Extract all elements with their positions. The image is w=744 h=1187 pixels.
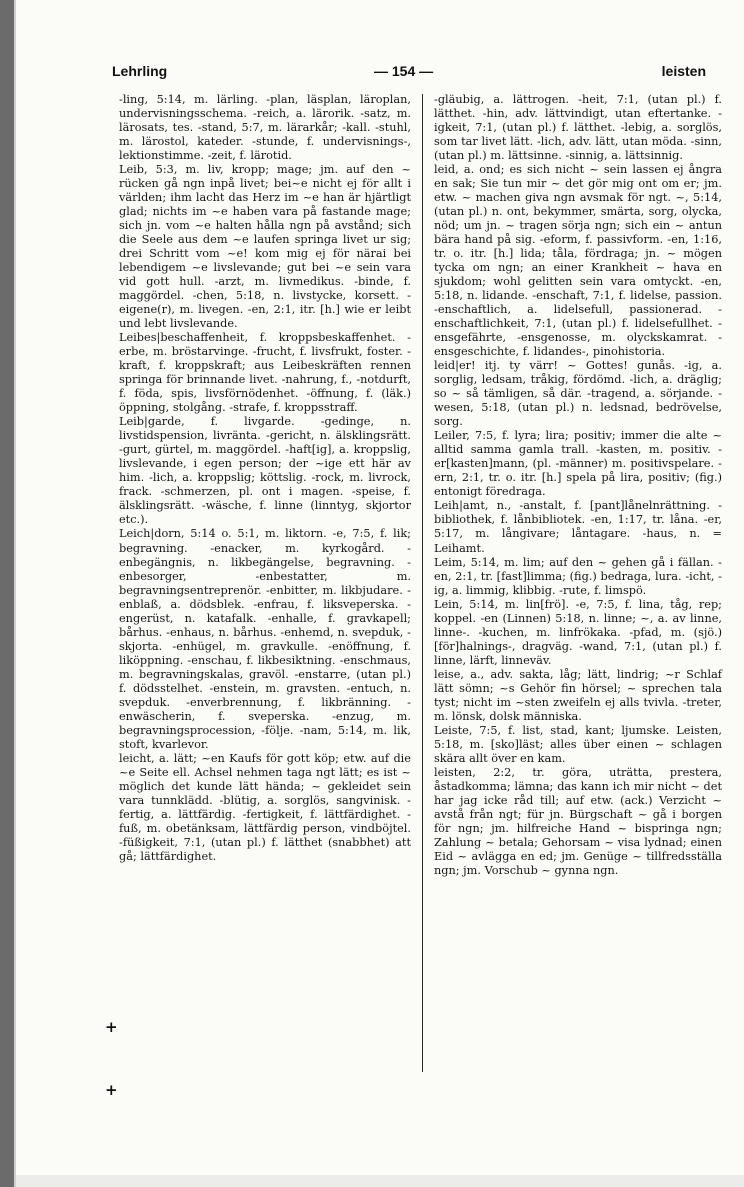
dictionary-page bbox=[14, 0, 744, 1187]
entry-paragraph: Leib, 5:3, m. liv, kropp; mage; jm. auf den ~ rücken gå ngn inpå livet; bei~e nicht ej för allt i världen; ihm lacht das Herz im ~e han är hjärtligt glad; nichts im ~e haben vara på fastande mage; sich jn. vom ~e halten hålla ngn på avstånd; sich die Seele aus dem ~e laufen springa livet ur sig; drei Schritt vom ~e! kom mig ej för närai bei lebendigem ~e livslevande; gut bei ~e sein vara vid gott hull. -arzt, m. livmedikus. -binde, f. maggördel. -chen, 5:18, n. livstycke, korsett. -eigene(r), m. livegen. -en, 2:1, itr. [h.] wie er leibt und lebt livslevande. bbox=[119, 163, 411, 331]
entry-paragraph: Leib|garde, f. livgarde. -gedinge, n. livstidspension, livränta. -gericht, n. älsklingsrätt. -gurt, gürtel, m. maggördel. -haft[ig], a. kroppslig, livslevande, i egen person; der ~ige ett här av him. -lich, a. kroppslig; köttslig. -rock, m. livrock, frack. -schmerzen, pl. ont i magen. -speise, f. älsklingsrätt. -wäsche, f. linne (linntyg, skjortor etc.). bbox=[119, 415, 411, 527]
header-last-entry: leisten bbox=[661, 63, 706, 79]
entry-paragraph: Leiste, 7:5, f. list, stad, kant; ljumske. Leisten, 5:18, m. [sko]läst; alles über einen ~ schlagen skära allt över en kam. bbox=[434, 723, 722, 765]
entry-paragraph: -gläubig, a. lättrogen. -heit, 7:1, (utan pl.) f. lätthet. -hin, adv. lättvindigt, utan eftertanke. -igkeit, 7:1, (utan pl.) f. lätthet. -lebig, a. sorglös, som tar livet lätt. -lich, adv. lätt, utan möda. -sinn, (utan pl.) m. lättsinne. -sinnig, a. lättsinnig. bbox=[434, 93, 722, 163]
entry-paragraph: leise, a., adv. sakta, låg; lätt, lindrig; ~r Schlaf lätt sömn; ~s Gehör fin hörsel; ~ sprechen tala tyst; nicht im ~sten zweifeln ej alls tvivla. -treter, m. lönsk, dolsk människa. bbox=[434, 667, 722, 723]
right-column bbox=[434, 93, 722, 878]
entry-paragraph: Leih|amt, n., -anstalt, f. [pant]lånelnrättning. -bibliothek, f. lånbibliotek. -en, 1:17, tr. låna. -er, 5:17, m. långivare; låntagare. -haus, n. = Leihamt. bbox=[434, 499, 722, 555]
margin-plus-mark: + bbox=[105, 1018, 118, 1036]
entry-paragraph: Leich|dorn, 5:14 o. 5:1, m. liktorn. -e, 7:5, f. lik; begravning. -enacker, m. kyrkogård. -enbegängnis, n. likbegängelse, begravning. -enbesorger, -enbestatter, m. begravningsentreprenör. -enbitter, m. likbjudare. -enblaß, a. dödsblek. -enfrau, f. liksveperska. -engerüst, n. katafalk. -enhalle, f. gravkapell; bårhus. -enhaus, n. bårhus. -enhemd, n. svepduk, -skjorta. -enhügel, m. gravkulle. -enöffnung, f. liköppning. -enschau, f. likbesiktning. -enschmaus, m. begravningskalas, gravöl. -enstarre, (utan pl.) f. dödsstelhet. -enstein, m. gravsten. -entuch, n. svepduk. -enverbrennung, f. likbränning. -enwäscherin, f. sveperska. -enzug, m. begravningsprocession, -följe. -nam, 5:14, m. lik, stoft, kvarlevor. bbox=[119, 527, 411, 751]
entry-paragraph: Leibes|beschaffenheit, f. kroppsbeskaffenhet. -erbe, m. bröstarvinge. -frucht, f. livsfrukt, foster. -kraft, f. kroppskraft; aus Leibeskräften rennen springa för brinnande livet. -nahrung, f., -notdurft, f. föda, spis, livsförnödenhet. -öffnung, f. (läk.) öppning, stolgång. -strafe, f. kroppsstraff. bbox=[119, 331, 411, 415]
entry-paragraph: Leim, 5:14, m. lim; auf den ~ gehen gå i fällan. -en, 2:1, tr. [fast]limma; (fig.) bedraga, lura. -icht, -ig, a. limmig, klibbig. -rute, f. limspö. bbox=[434, 555, 722, 597]
header-first-entry: Lehrling bbox=[112, 63, 168, 79]
page-header bbox=[112, 63, 706, 85]
entry-paragraph: leicht, a. lätt; ~en Kaufs för gott köp; etw. auf die ~e Seite ell. Achsel nehmen taga ngt lätt; es ist ~ möglich det kunde lätt hända; ~ gekleidet sein vara tunnklädd. -blütig, a. sorglös, sangvinisk. -fertig, a. lättfärdig. -fertigkeit, f. lättfärdighet. -fuß, m. obetänksam, lättfärdig person, vindböjtel. -füßigkeit, 7:1, (utan pl.) f. lätthet (snabbhet) att gå; lättfärdighet. bbox=[119, 751, 411, 863]
entry-paragraph: Leiler, 7:5, f. lyra; lira; positiv; immer die alte ~ alltid samma gamla trall. -kasten, m. positiv. -er[kasten]mann, (pl. -männer) m. positivspelare. -ern, 2:1, tr. o. itr. [h.] spela på lira, positiv; (fig.) entonigt föredraga. bbox=[434, 429, 722, 499]
entry-paragraph: leid|er! itj. ty värr! ~ Gottes! gunås. -ig, a. sorglig, ledsam, tråkig, fördömd. -lich, a. dräglig; so ~ så tämligen, så där. -tragend, a. sörjande. -wesen, 5:18, (utan pl.) n. ledsnad, bedrövelse, sorg. bbox=[434, 359, 722, 429]
entry-paragraph: -ling, 5:14, m. lärling. -plan, läsplan, läroplan, undervisningsschema. -reich, a. lärorik. -satz, m. lärosats, tes. -stand, 5:7, m. lärarkår; -kall. -stuhl, m. lärostol, kateder. -stunde, f. undervisnings-, lektionstimme. -zeit, f. lärotid. bbox=[119, 93, 411, 163]
page-number: — 154 — bbox=[374, 63, 434, 79]
left-column bbox=[119, 93, 411, 864]
column-divider bbox=[422, 94, 423, 1072]
entry-paragraph: leid, a. ond; es sich nicht ~ sein lassen ej ångra en sak; Sie tun mir ~ det gör mig ont om er; jm. etw. ~ machen giva ngn avsmak för ngt. ~, 5:14, (utan pl.) n. ont, bekymmer, smärta, sorg, olycka, nöd; um jn. ~ tragen sörja ngn; sich ein ~ antun bära hand på sig. -eform, f. passivform. -en, 1:16, tr. o. itr. [h.] lida; tåla, fördraga; jn. ~ mögen tycka om ngn; an einer Krankheit ~ hava en sjukdom; wohl gelitten sein vara omtyckt. -en, 5:18, n. lidande. -enschaft, 7:1, f. lidelse, passion. -enschaftlich, a. lidelsefull, passionerad. -enschaftlichkeit, 7:1, (utan pl.) f. lidelsefullhet. -ensgefährte, -ensgenosse, m. olyckskamrat. -ensgeschichte, f. lidandes-, pinohistoria. bbox=[434, 163, 722, 359]
entry-paragraph: leisten, 2:2, tr. göra, uträtta, prestera, åstadkomma; lämna; das kann ich mir nicht ~ det har jag icke råd till; auf etw. (ack.) Verzicht ~ avstå från ngt; für jn. Bürgschaft ~ gå i borgen för ngn; jm. hilfreiche Hand ~ bispringa ngn; Zahlung ~ betala; Gehorsam ~ visa lydnad; einen Eid ~ avlägga en ed; jm. Genüge ~ tillfredsställa ngn; jm. Vorschub ~ gynna ngn. bbox=[434, 765, 722, 877]
page-bottom-edge bbox=[16, 1175, 744, 1187]
margin-plus-mark: + bbox=[105, 1081, 118, 1099]
entry-paragraph: Lein, 5:14, m. lin[frö]. -e, 7:5, f. lina, tåg, rep; koppel. -en (Linnen) 5:18, n. linne; ~, a. av linne, linne-. -kuchen, m. linfrökaka. -pfad, m. (sjö.) [för]halnings-, dragväg. -wand, 7:1, (utan pl.) f. linne, lärft, linneväv. bbox=[434, 597, 722, 667]
